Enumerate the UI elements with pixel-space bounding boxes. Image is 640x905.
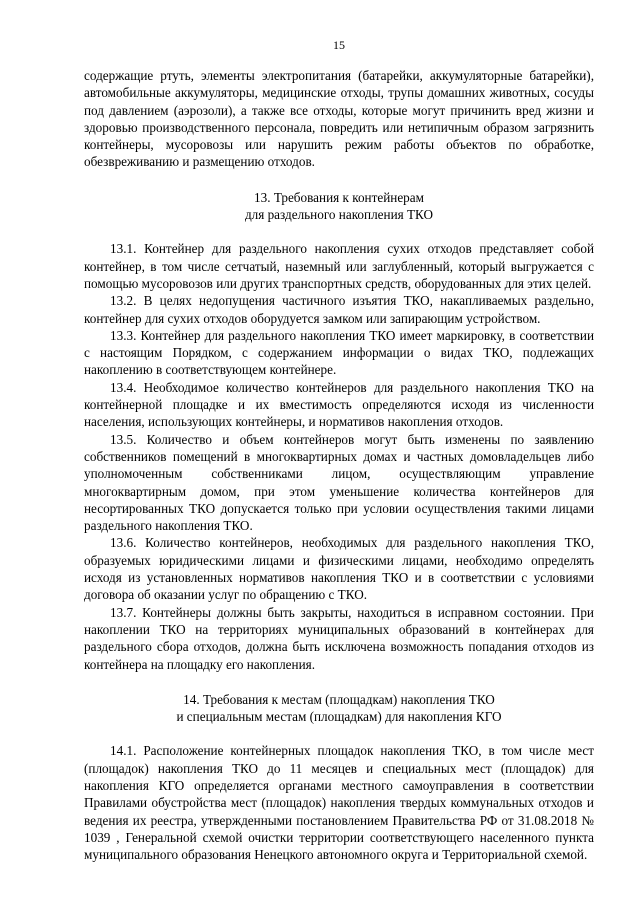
section-13-heading-line-2: для раздельного накопления ТКО — [244, 207, 434, 223]
paragraph-13-7: 13.7. Контейнеры должны быть закрыты, находиться в исправном состоянии. При накоплении ТКО на территориях муниципальных образований в контейнерах для раздельного сбора отходов, должна быть исключена возможность попадания отходов из контейнера на площадку его накопления. — [84, 604, 594, 672]
paragraph-13-2: 13.2. В целях недопущения частичного изъятия ТКО, накапливаемых раздельно, контейнер для сухих отходов оборудуется замком или запирающим устройством. — [84, 293, 594, 326]
section-14-heading-line-1: 14. Требования к местам (площадкам) накопления ТКО — [183, 691, 495, 707]
document-body — [84, 67, 594, 863]
section-14-heading-line-2: и специальным местам (площадкам) для накопления КГО — [176, 709, 502, 725]
section-14-heading — [84, 691, 594, 726]
paragraph-13-1: 13.1. Контейнер для раздельного накопления сухих отходов представляет собой контейнер, в том числе сетчатый, наземный или заглубленный, который выгружается с помощью мусоровозов или других транспортных средств, оборудованных для этих целей. — [84, 241, 594, 291]
page-number: 15 — [333, 38, 345, 52]
section-13-heading — [84, 189, 594, 224]
paragraph-14-1: 14.1. Расположение контейнерных площадок накопления ТКО, в том числе мест (площадок) накопления ТКО до 11 месяцев и специальных мест (площадок) для накопления КГО определяется органами местного самоуправления в соответствии Правилами обустройства мест (площадок) накопления твердых коммунальных отходов и ведения их реестра, утвержденными постановлением Правительства РФ от 31.08.2018 № 1039 , Генеральной схемой очистки территории соответствующего населенного пункта муниципального образования Ненецкого автономного округа и Территориальной схемой. — [84, 743, 594, 863]
paragraph-13-5: 13.5. Количество и объем контейнеров могут быть изменены по заявлению собственников помещений в многоквартирных домах и частных домовладельцев либо уполномоченным собственниками лицом, осуществляющим управление многоквартирным домом, при этом уменьшение количества контейнеров для несортированных ТКО допускается только при условии осуществления такими лицами раздельного накопления ТКО. — [84, 431, 594, 534]
paragraph-13-3: 13.3. Контейнер для раздельного накопления ТКО имеет маркировку, в соответствии с настоящим Порядком, с содержанием информации о видах ТКО, подлежащих накоплению в соответствующем контейнере. — [84, 327, 594, 378]
section-13-heading-line-1: 13. Требования к контейнерам — [254, 189, 424, 205]
intro-paragraph: содержащие ртуть, элементы электропитания (батарейки, аккумуляторные батарейки), автомобильные аккумуляторы, медицинские отходы, трупы домашних животных, сосуды под давлением (аэрозоли), а также все отходы, которые могут причинить вред жизни и здоровью производственного персонала, повредить или нетипичным образом загрязнить контейнеры, мусоровозы или нарушить режим работы объектов по обработке, обезвреживанию и размещению отходов. — [84, 68, 594, 170]
paragraph-13-4: 13.4. Необходимое количество контейнеров для раздельного накопления ТКО на контейнерной площадке и их вместимость определяются исходя из численности населения, использующих контейнеры, и нормативов накопления отходов. — [84, 379, 594, 430]
paragraph-13-6: 13.6. Количество контейнеров, необходимых для раздельного накопления ТКО, образуемых юридическими лицами и физическими лицами, необходимо определять исходя из установленных нормативов накопления ТКО и в соответствии с условиями договора об оказании услуг по обращению с ТКО. — [84, 535, 594, 603]
